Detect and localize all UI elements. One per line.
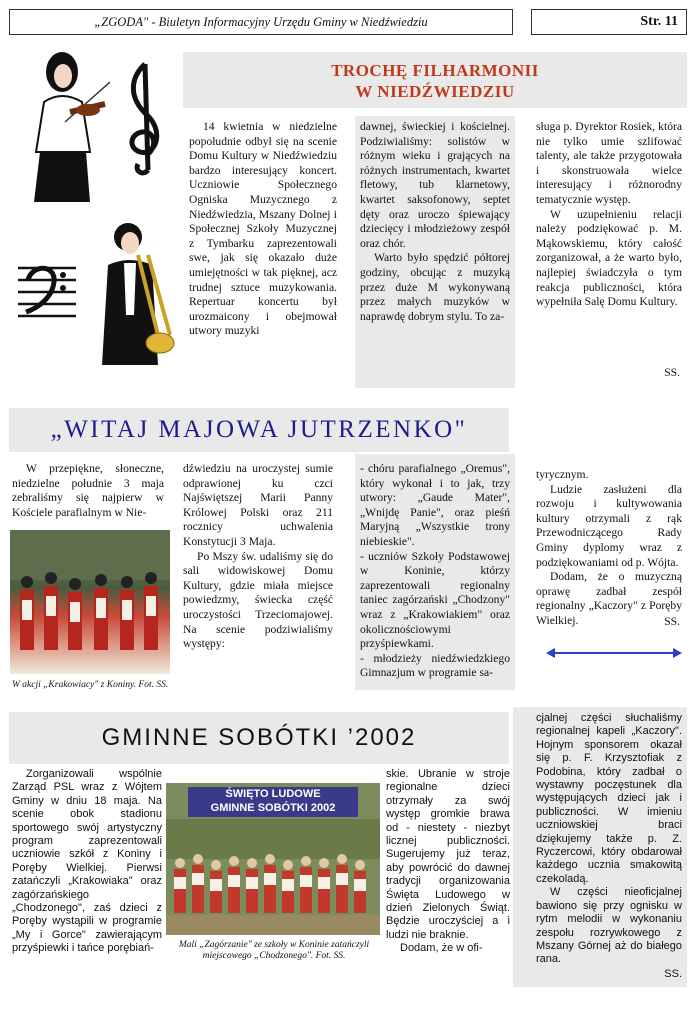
article1-paragraph: 14 kwietnia w niedzielne popołudnie odbył się na scenie Domu Kultury w Niedźwiedziu bardzo interesujący koncert. Uczniowie Społecznego Ogniska Muzycznego z Niedźwiedzia, Mszany Dolnej i Społecznej Szkoły Muzycznej z Tymbarku zaprezentowali swe, jak się okazało duże umiejętności w tak pięknej, acz trudnej sztuce muzykowania. Repertuar koncertu był urozmaicony i obejmował utwory muzyki — [189, 120, 337, 338]
article3-column3 — [536, 712, 682, 982]
article2-paragraph: tyrycznym. — [536, 468, 589, 481]
article3-paragraph: W części nieoficjalnej bawiono się przy ognisku w rytm melodii w wykonaniu zespołu rozrywkowego z Mszany Górnej aż do białego rana. — [536, 886, 682, 966]
article1-title-line1: TROCHĘ FILHARMONII — [331, 61, 539, 80]
page-number: Str. 11 — [640, 14, 678, 29]
article2-paragraph: W przepiękne, słoneczne, niedzielne południe 3 maja zebraliśmy się najpierw w Kościele parafialnym w Nie- — [12, 462, 164, 519]
double-arrow-divider — [546, 645, 682, 661]
banner-line2: GMINNE SOBÓTKI 2002 — [210, 802, 336, 814]
article2-title-band — [9, 408, 509, 452]
article3-column2 — [386, 768, 510, 978]
article1-column2 — [360, 120, 510, 388]
article1-column1 — [189, 120, 337, 390]
article1-paragraph: W uzupełnieniu relacji należy podziękować p. M. Mąkowskiemu, który całość zorganizował, a że warto było, najlepiej świadczyła o tym reakcja publiczności, która wypełniła Salę Domu Kultury. — [536, 207, 682, 309]
header-page-box — [531, 9, 687, 35]
article2-paragraph: - chóru parafialnego „Oremus", który wykonał i to jak, trzy utwory: „Gaude Mater", „Wnijdę Panie", oraz pieśń Maryjną „Wszystkie trony niebieskie". — [360, 462, 510, 548]
header-bulletin-box — [9, 9, 513, 35]
article2-paragraph: - młodzieży niedźwiedzkiego Gimnazjum w programie sa- — [360, 651, 510, 680]
article3-paragraph: cjalnej części słuchaliśmy regionalnej kapeli „Kaczory". Hojnym sponsorem okazał się p. F. Krzysztofiak z Podobina, który zadbał o wystawny poczęstunek dla występujących dzieci jak i publiczności. W imieniu uczniowskiej braci dziękujemy także p. Z. Ryczercowi, który obdarował każdego ucznia smakowitą czekoladą. — [536, 712, 682, 885]
krakowiacy-caption: W akcji „Krakowiacy" z Koniny. Fot. SS. — [12, 680, 169, 690]
article2-column3 — [360, 462, 510, 690]
article1-title-band — [183, 52, 687, 108]
sobotki-photo — [166, 783, 380, 935]
article3-paragraph: Zorganizowali wspólnie Zarząd PSL wraz z Wójtem Gminy w dniu 18 maja. Na scenie obok stadionu sportowego swój artystyczny program zaprezentowali uczniowie szkół z Koniny i Poręby Wielkiej. Pierwsi zatańczyli „Krakowiaka" oraz zagórzańskiego „Chodzonego", zaś dzieci z Poręby wystąpili w programie „My i Gorce" zawierającym przyśpiewki i tańce porębiań- — [12, 768, 162, 955]
trombonist-illustration — [88, 215, 183, 365]
article3-paragraph: skie. Ubranie w stroje regionalne dzieci otrzymały za swój występ gromkie brawa od - niestety - niezbyt licznej publiczności. Sugerujemy już teraz, aby powrócić do dawnej tradycji organizowania Święta Ludowego w dzień Zielonych Świąt. Będzie uroczyściej a i ludzi nie braknie. — [386, 768, 510, 941]
krakowiacy-photo — [10, 530, 170, 674]
article3-title-band — [9, 712, 509, 764]
article1-paragraph: dawnej, świeckiej i kościelnej. Podziwialiśmy: solistów w różnym wieku i grających na różnych instrumentach, kwartet fletowy, tub klarnetowy, kwartet saksofonowy, septet dęty oraz uroczo śpiewający dziecięcy i młodzieżowy zespół oraz chór. — [360, 120, 510, 250]
treble-clef-icon — [118, 58, 168, 178]
article2-paragraph: Ludzie zasłużeni dla rozwoju i kultywowania kultury otrzymali z rąk Przewodniczącego Rady Gminy dyplomy wraz z podziękowaniami od p. Wójta. — [536, 482, 682, 569]
article3-column1 — [12, 768, 162, 978]
article3-paragraph: Dodam, że w ofi- — [400, 942, 483, 955]
article2-paragraph: Dodam, że o muzyczną oprawę zadbał zespół regionalny „Kaczory" z Poręby Wielkiej. — [536, 570, 682, 627]
article2-signature: SS. — [664, 615, 680, 628]
article2-column1 — [12, 462, 164, 522]
article1-signature: SS. — [664, 366, 680, 379]
article2-column4 — [536, 468, 682, 638]
article1-title-line2: W NIEDŹWIEDZIU — [355, 82, 515, 101]
article2-paragraph: dźwiedziu na uroczystej sumie odprawionej ku czci Najświętszej Marii Panny Królowej Polski oraz 211 rocznicy uchwalenia Konstytucji 3 Maja. — [183, 462, 333, 548]
article1-paragraph: Warto było spędzić półtorej godziny, obcując z muzyką przez duże M wykonywaną przez małych muzyków w naprawdę dobrym stylu. To za- — [360, 251, 510, 323]
article1-column3 — [536, 120, 682, 376]
article2-column2 — [183, 462, 333, 692]
article3-title: GMINNE SOBÓTKI ’2002 — [101, 724, 417, 751]
article2-paragraph: - uczniów Szkoły Podstawowej w Koninie, którzy zaprezentowali regionalny taniec zagórzański „Chodzony" wraz z „Krakowiakiem" oraz okolicznościowymi przyśpiewkami. — [360, 549, 510, 651]
article3-signature: SS. — [664, 968, 682, 980]
banner-line1: ŚWIĘTO LUDOWE — [225, 788, 321, 800]
violinist-illustration — [10, 42, 110, 202]
article2-title: „WITAJ MAJOWA JUTRZENKO" — [50, 416, 468, 443]
bass-clef-icon — [18, 258, 76, 328]
sobotki-caption: Mali „Zagórzanie" ze szkoły w Koninie zatańczyli miejscowego „Chodzonego". Fot. SS. — [178, 940, 370, 961]
article2-paragraph: Po Mszy św. udaliśmy się do sali widowiskowej Domu Kultury, gdzie miała miejsce powiedzmy, świecka część uroczystości Trzeciomajowej. Na scenie podziwialiśmy występy: — [183, 549, 333, 651]
article1-paragraph: sługa p. Dyrektor Rosiek, która nie tylko umie szlifować talenty, ale także przygotowała i skonstruowała wielce interesujący i różnorodny tematycznie występ. — [536, 120, 682, 206]
bulletin-title: „ZGODA" - Biuletyn Informacyjny Urzędu Gminy w Niedźwiedziu — [94, 15, 428, 29]
